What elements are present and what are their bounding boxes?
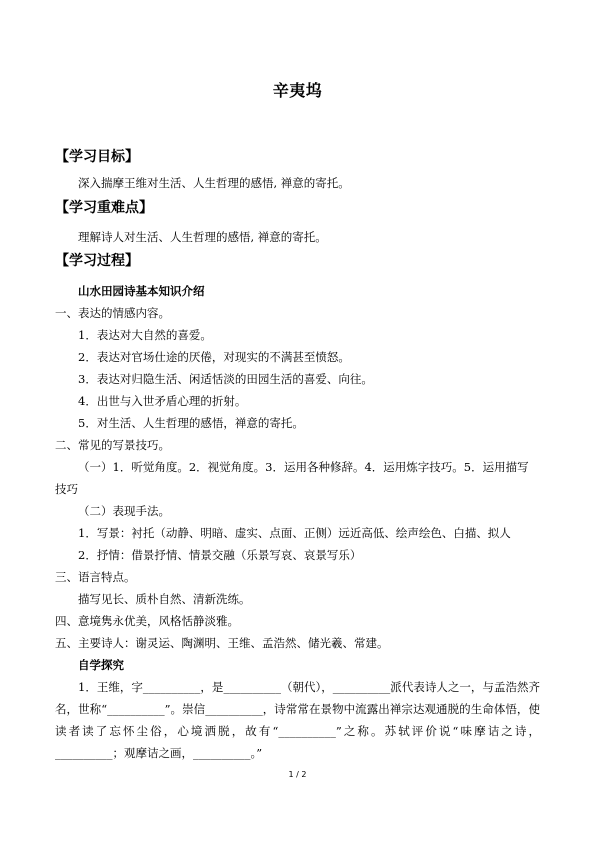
key-text: 理解诗人对生活、人生哲理的感悟, 禅意的寄托。 bbox=[78, 230, 327, 244]
key-heading: 【学习重难点】 bbox=[55, 200, 153, 216]
list-item: （二）表现手法。 bbox=[78, 504, 170, 518]
list-item: 5．对生活、人生哲理的感悟，禅意的寄托。 bbox=[78, 416, 304, 430]
page-number: 1 / 2 bbox=[288, 770, 307, 779]
list-item: 1．写景：衬托（动静、明暗、虚实、点面、正侧）远近高低、绘声绘色、白描、拟人 bbox=[78, 526, 511, 540]
list-item: 2．抒情：借景抒情、情景交融（乐景写哀、哀景写乐） bbox=[78, 548, 362, 562]
process-heading: 【学习过程】 bbox=[55, 253, 139, 269]
list-item: 3．表达对归隐生活、闲适恬淡的田园生活的喜爱、向往。 bbox=[78, 372, 373, 386]
page-title: 辛夷坞 bbox=[272, 81, 323, 100]
self-study-paragraph: 1．王维，字__________，是__________（朝代），__________派代表诗人之一，与孟浩然齐名，世称“__________”。崇信__________，诗常常在景物中流露出禅宗达观通脱的生命体悟，使读者读了忘怀尘俗，心境洒脱，故有“__________”之称。苏轼评价说“味摩诘之诗，__________；观摩诘之画，__________。” bbox=[55, 680, 540, 760]
list-item: 三、语言特点。 bbox=[55, 570, 136, 584]
list-item: 技巧 bbox=[55, 482, 78, 496]
list-item: 1．表达对大自然的喜爱。 bbox=[78, 328, 212, 342]
goal-heading: 【学习目标】 bbox=[55, 149, 139, 165]
list-item: 四、意境隽永优美，风格恬静淡雅。 bbox=[55, 614, 239, 628]
list-item: 描写见长、质朴自然、清新洗练。 bbox=[78, 592, 251, 606]
list-item: 2．表达对官场仕途的厌倦，对现实的不满甚至愤怒。 bbox=[78, 350, 350, 364]
knowledge-subtitle: 山水田园诗基本知识介绍 bbox=[78, 284, 205, 298]
list-item: 五、主要诗人：谢灵运、陶渊明、王维、孟浩然、储光羲、常建。 bbox=[55, 636, 389, 650]
self-study-subtitle: 自学探究 bbox=[78, 658, 124, 672]
list-item: 一、表达的情感内容。 bbox=[55, 306, 170, 320]
list-item: 二、常见的写景技巧。 bbox=[55, 438, 170, 452]
goal-text: 深入揣摩王维对生活、人生哲理的感悟, 禅意的寄托。 bbox=[78, 176, 350, 190]
list-item: 4．出世与入世矛盾心理的折射。 bbox=[78, 394, 247, 408]
list-item: （一）1．听觉角度。2．视觉角度。3．运用各种修辞。4．运用炼字技巧。5．运用描写 bbox=[78, 460, 529, 474]
